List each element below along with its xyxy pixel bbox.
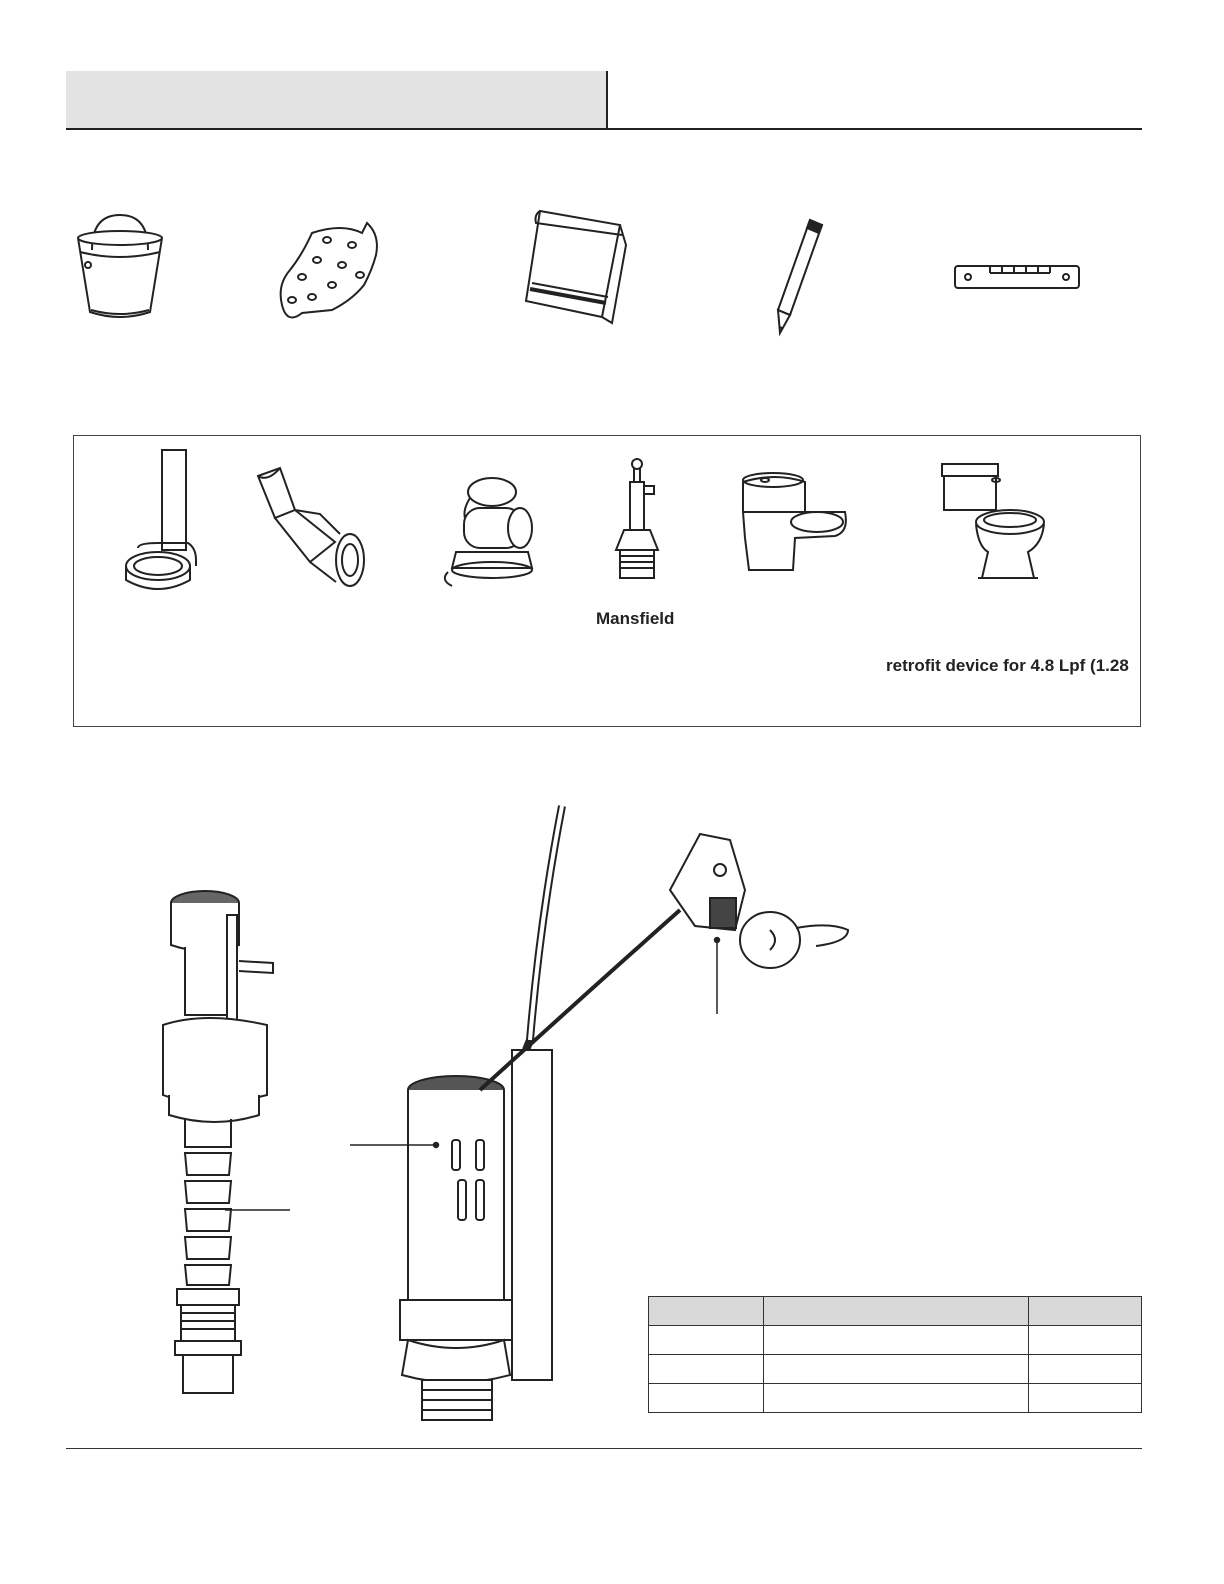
table-cell bbox=[649, 1355, 764, 1384]
table-cell bbox=[649, 1384, 764, 1413]
table-cell bbox=[649, 1326, 764, 1355]
table-cell bbox=[1029, 1384, 1142, 1413]
table-row bbox=[649, 1326, 1142, 1355]
two-piece-toilet-icon bbox=[938, 460, 1048, 585]
flush-valve-tube-icon bbox=[118, 448, 208, 608]
flush-handle-illustration bbox=[470, 830, 855, 1110]
fill-valve-leader-line bbox=[225, 1205, 295, 1215]
flush-valve-leader-line bbox=[350, 1140, 440, 1150]
flush-handle-leader-line bbox=[712, 936, 722, 1016]
table-cell bbox=[764, 1326, 1029, 1355]
section-header-rule bbox=[66, 128, 1142, 130]
table-cell bbox=[1029, 1326, 1142, 1355]
flapper-valve-icon bbox=[440, 462, 540, 592]
sponge-icon bbox=[272, 215, 392, 330]
table-row bbox=[649, 1384, 1142, 1413]
towel-icon bbox=[520, 205, 630, 335]
parts-table-header-row bbox=[649, 1297, 1142, 1326]
parts-table bbox=[648, 1296, 1142, 1413]
ruler-icon bbox=[950, 260, 1085, 292]
pencil-icon bbox=[770, 215, 830, 340]
parts-table-header-quantity bbox=[1029, 1297, 1142, 1326]
plunger-flush-valve-icon bbox=[610, 458, 670, 588]
section-header-band bbox=[66, 71, 608, 129]
table-cell bbox=[764, 1384, 1029, 1413]
angled-flush-valve-icon bbox=[250, 462, 370, 592]
table-row bbox=[649, 1355, 1142, 1384]
table-cell bbox=[764, 1355, 1029, 1384]
one-piece-toilet-icon bbox=[735, 470, 855, 580]
fill-valve-illustration bbox=[155, 885, 285, 1395]
footer-rule bbox=[66, 1448, 1142, 1449]
brand-name-label: Mansfield bbox=[596, 609, 675, 628]
bucket-icon bbox=[70, 210, 170, 325]
table-cell bbox=[1029, 1355, 1142, 1384]
parts-table-header-part bbox=[649, 1297, 764, 1326]
parts-table-header-description bbox=[764, 1297, 1029, 1326]
retrofit-note-text: retrofit device for 4.8 Lpf (1.28 bbox=[886, 656, 1129, 675]
